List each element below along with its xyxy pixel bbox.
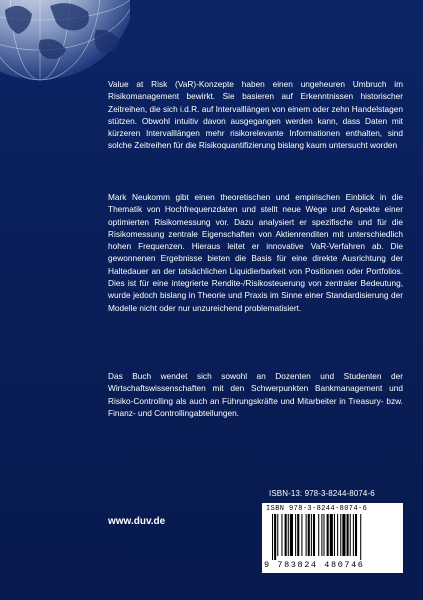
barcode-bar: [277, 514, 278, 556]
barcode-bar: [334, 514, 335, 556]
barcode-bar: [321, 514, 322, 556]
paragraph-text: Value at Risk (VaR)-Konzepte haben einen ungeheuren Umbruch im Risikomanagement bewirkt. Sie basieren auf Erkenntnissen historischer Zeitreihen, die sich i.d.R. auf Intervalllängen von einem oder zehn Handelstagen stützen. Obwohl intuitiv davon ausgegangen werden kann, dass Daten mit kürzeren Intervalllängen mehr risikorelevante Informationen enthalten, sind solche Zeitreihen für die Risikoquantifizierung bislang kaum untersucht worden: [108, 79, 403, 151]
barcode-bar: [342, 514, 345, 556]
barcode-bar: [308, 514, 310, 556]
barcode-bar: [318, 514, 319, 556]
description-paragraph-2: [108, 191, 403, 314]
barcode-bar: [285, 514, 287, 556]
globe-image: [0, 0, 130, 82]
barcode-bar: [281, 514, 282, 556]
barcode-bar: [330, 514, 333, 556]
barcode-bar: [311, 514, 312, 556]
barcode-bar: [337, 514, 338, 556]
paragraph-text: Das Buch wendet sich sowohl an Dozenten und Studenten der Wirtschaftswissenschaften mit den Schwerpunkten Bankmanagement und Risiko-Controlling als auch an Führungskräfte und Mitarbeiter in Treasury- bzw. Finanz- und Controllingabteilungen.: [108, 371, 403, 418]
description-paragraph-3: [108, 370, 403, 419]
description-paragraph-1: [108, 78, 403, 152]
barcode-bar: [272, 514, 273, 560]
barcode-bar: [295, 514, 296, 556]
publisher-website: www.duv.de: [108, 516, 166, 527]
barcode-bars: [262, 514, 403, 560]
barcode: [262, 503, 403, 573]
barcode-bar: [274, 514, 276, 560]
paragraph-text: Mark Neukomm gibt einen theoretischen und empirischen Einblick in die Thematik von Hochfrequenzdaten und stellt neue Wege und Aspekte einer optimierten Risikomessung vor. Dazu analysiert er spezifische und für die Risikomessung zentrale Eigenschaften von Aktienrenditen mit unterschiedlich hohen Frequenzen. Hieraus leitet er innovative VaR-Verfahren ab. Die gewonnenen Ergebnisse bieten die Basis für eine direkte Ausrichtung der Haltedauer an der tatsächlichen Liquidierbarkeit von Positionen oder Portfolios. Dies ist für eine integrierte Rendite-/Risikosteuerung von zentraler Bedeutung, wurde jedoch bislang in Theorie und Praxis im Sinne einer Standardisierung der Modelle nicht oder nur unzureichend problematisiert.: [108, 192, 403, 313]
barcode-bar: [355, 514, 357, 556]
barcode-bar: [353, 514, 354, 556]
barcode-bar: [297, 514, 299, 556]
barcode-bar: [340, 514, 341, 556]
barcode-bar: [327, 514, 329, 556]
barcode-bar: [301, 514, 302, 556]
barcode-digits: 9 783824 480746: [264, 560, 365, 570]
barcode-bar: [288, 514, 289, 556]
barcode-bar: [290, 514, 293, 556]
barcode-bar: [347, 514, 349, 556]
barcode-bar: [306, 514, 307, 556]
barcode-bar: [313, 514, 315, 556]
barcode-bar: [360, 514, 361, 560]
barcode-bar: [350, 514, 351, 556]
isbn-label: ISBN-13: 978-3-8244-8074-6: [269, 489, 375, 498]
barcode-isbn-label: ISBN 978-3-8244-8074-6: [266, 505, 368, 513]
barcode-bar: [323, 514, 324, 556]
